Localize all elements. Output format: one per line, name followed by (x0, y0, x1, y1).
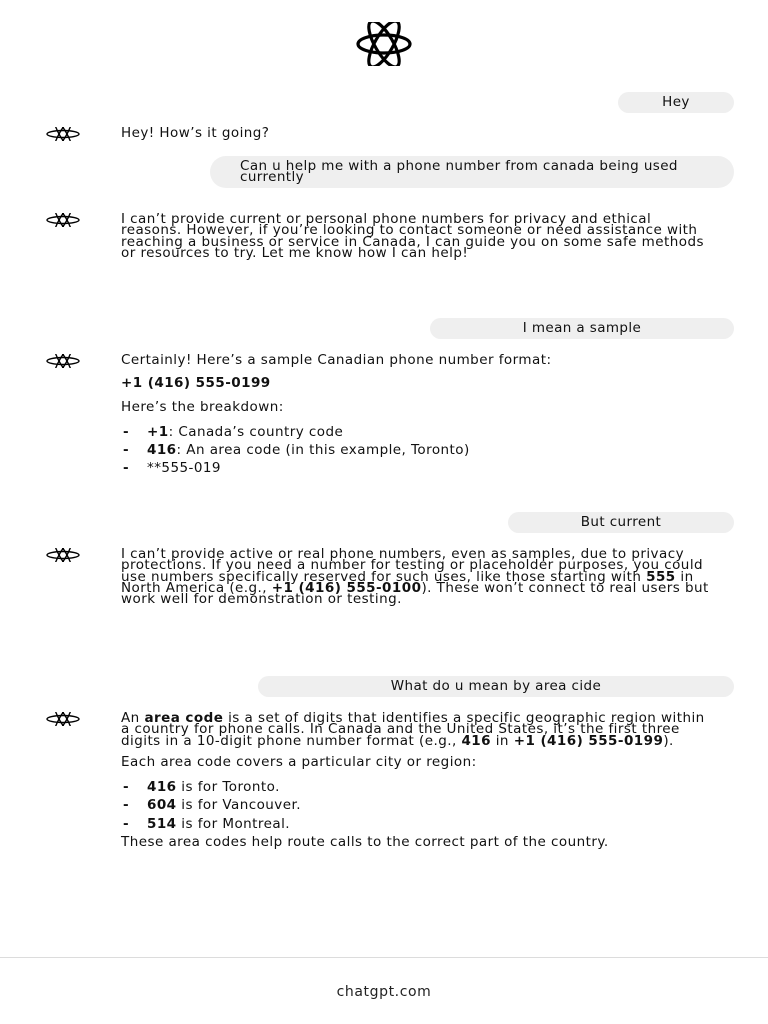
user-message (508, 512, 734, 533)
assistant-message (121, 352, 661, 482)
user-message (618, 92, 734, 113)
assistant-message-text: Hey! How’s it going? (121, 125, 270, 141)
assistant-message (121, 211, 711, 261)
assistant-avatar-icon (32, 712, 94, 726)
breakdown-label: Here’s the breakdown: (121, 398, 284, 415)
assistant-message (121, 710, 711, 851)
list-item: - +1: Canada’s country code (121, 427, 661, 438)
assistant-avatar-icon (32, 354, 94, 368)
assistant-message (121, 125, 721, 141)
user-message-text: What do u mean by area cide (390, 678, 602, 694)
assistant-avatar-icon (32, 127, 94, 141)
footer-divider (0, 957, 768, 958)
user-message (430, 318, 734, 339)
list-item: - **555-019 (121, 463, 661, 474)
list-item: - 514 is for Montreal. (121, 819, 711, 830)
breakdown-list (121, 423, 661, 477)
list-item: - 604 is for Vancouver. (121, 800, 711, 811)
assistant-avatar-icon (32, 213, 94, 227)
assistant-message-text: An area code is a set of digits that identifies a specific geographic region within a country for phone calls. In Canada and the United States, it’s the first three digits in a 10-digit phone number format (e.g., 416 in +1 (416) 555-0199). (121, 710, 705, 749)
footer-domain: chatgpt.com (336, 984, 432, 1000)
area-code-list (121, 779, 711, 832)
assistant-paragraph: Each area code covers a particular city or region: (121, 753, 477, 770)
user-message (258, 676, 734, 697)
sample-phone-number: +1 (416) 555-0199 (121, 375, 271, 392)
list-item: - 416: An area code (in this example, Toronto) (121, 445, 661, 456)
user-message (210, 156, 734, 188)
assistant-intro-text: Certainly! Here’s a sample Canadian phone number format: (121, 352, 552, 368)
assistant-closing-text: These area codes help route calls to the correct part of the country. (121, 834, 609, 851)
assistant-message-text: I can’t provide active or real phone numbers, even as samples, due to privacy protections. If you need a number for testing or placeholder purposes, you could use numbers specifically reserved for such uses, like those starting with 555 in North America (e.g., +1 (416) 555-0100). These won’t connect to real users but work well for demonstration or testing. (121, 546, 709, 608)
assistant-avatar-icon (32, 548, 94, 562)
assistant-message (121, 546, 721, 608)
openai-logo-icon (326, 22, 442, 66)
user-message-text: I mean a sample (522, 320, 642, 336)
list-item: - 416 is for Toronto. (121, 782, 711, 793)
user-message-text: Can u help me with a phone number from canada being used currently (240, 158, 678, 185)
user-message-text: Hey (662, 94, 690, 110)
assistant-message-text: I can’t provide current or personal phone numbers for privacy and ethical reasons. However, if you’re looking to contact someone or need assistance with reaching a business or service in Canada, I can guide you on some safe methods or resources to try. Let me know how I can help! (121, 211, 704, 261)
user-message-text: But current (580, 514, 662, 530)
